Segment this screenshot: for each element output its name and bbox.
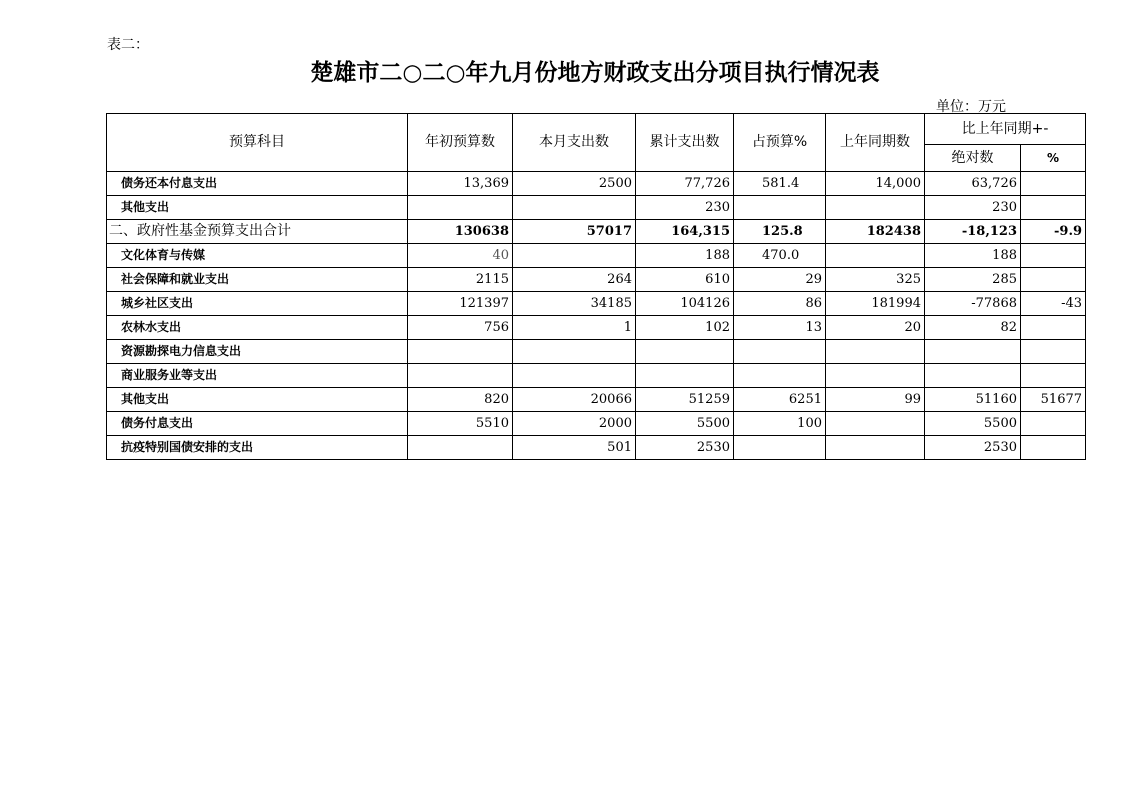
cell-last-year: 181994 (826, 292, 925, 316)
cell-last-year: 14,000 (826, 172, 925, 196)
cell-absolute: -77868 (925, 292, 1021, 316)
cell-month: 34185 (513, 292, 636, 316)
row-name: 农林水支出 (107, 316, 408, 340)
cell-cumulative: 610 (636, 268, 734, 292)
cell-pct: 470.0 (734, 244, 826, 268)
row-name: 债务还本付息支出 (107, 172, 408, 196)
row-name: 商业服务业等支出 (107, 364, 408, 388)
cell-last-year (826, 244, 925, 268)
cell-rate (1021, 340, 1086, 364)
cell-rate (1021, 196, 1086, 220)
cell-pct: 13 (734, 316, 826, 340)
table-label: 表二： (107, 37, 149, 53)
cell-cumulative: 188 (636, 244, 734, 268)
cell-last-year: 182438 (826, 220, 925, 244)
row-name: 二、政府性基金预算支出合计 (107, 220, 408, 244)
cell-absolute: 5500 (925, 412, 1021, 436)
cell-cumulative: 77,726 (636, 172, 734, 196)
header-absolute: 绝对数 (925, 145, 1021, 172)
cell-rate (1021, 244, 1086, 268)
cell-last-year: 20 (826, 316, 925, 340)
cell-budget (408, 340, 513, 364)
header-last-year: 上年同期数 (826, 114, 925, 172)
cell-pct: 86 (734, 292, 826, 316)
cell-budget (408, 196, 513, 220)
cell-month: 2000 (513, 412, 636, 436)
cell-pct: 6251 (734, 388, 826, 412)
cell-absolute: 285 (925, 268, 1021, 292)
cell-month: 20066 (513, 388, 636, 412)
header-percent: % (1021, 145, 1086, 172)
cell-absolute: 82 (925, 316, 1021, 340)
cell-budget: 13,369 (408, 172, 513, 196)
table-row (107, 340, 1086, 364)
cell-rate (1021, 436, 1086, 460)
cell-budget (408, 364, 513, 388)
cell-month (513, 364, 636, 388)
cell-budget: 756 (408, 316, 513, 340)
cell-month: 2500 (513, 172, 636, 196)
cell-pct (734, 196, 826, 220)
cell-cumulative: 2530 (636, 436, 734, 460)
cell-budget: 121397 (408, 292, 513, 316)
cell-absolute: 2530 (925, 436, 1021, 460)
cell-budget: 130638 (408, 220, 513, 244)
row-name: 其他支出 (107, 196, 408, 220)
cell-rate: -9.9 (1021, 220, 1086, 244)
table-row (107, 172, 1086, 196)
table-row-total (107, 220, 1086, 244)
header-subject: 预算科目 (107, 114, 408, 172)
cell-last-year (826, 340, 925, 364)
expenditure-table (106, 113, 1086, 460)
cell-absolute: 188 (925, 244, 1021, 268)
cell-cumulative: 164,315 (636, 220, 734, 244)
cell-pct (734, 340, 826, 364)
cell-month (513, 244, 636, 268)
header-month-spend: 本月支出数 (513, 114, 636, 172)
header-initial-budget: 年初预算数 (408, 114, 513, 172)
cell-absolute: -18,123 (925, 220, 1021, 244)
row-name: 城乡社区支出 (107, 292, 408, 316)
cell-pct: 581.4 (734, 172, 826, 196)
cell-cumulative: 230 (636, 196, 734, 220)
cell-rate (1021, 412, 1086, 436)
cell-last-year: 325 (826, 268, 925, 292)
cell-rate: -43 (1021, 292, 1086, 316)
cell-month (513, 196, 636, 220)
cell-absolute: 51160 (925, 388, 1021, 412)
unit-label: 单位：万元 (936, 99, 1006, 115)
row-name: 其他支出 (107, 388, 408, 412)
cell-rate (1021, 364, 1086, 388)
table-row (107, 364, 1086, 388)
cell-absolute: 63,726 (925, 172, 1021, 196)
table-row (107, 388, 1086, 412)
cell-cumulative (636, 340, 734, 364)
header-pct-budget: 占预算% (734, 114, 826, 172)
cell-budget: 40 (408, 244, 513, 268)
cell-cumulative: 5500 (636, 412, 734, 436)
cell-budget: 820 (408, 388, 513, 412)
cell-rate (1021, 172, 1086, 196)
cell-pct (734, 436, 826, 460)
cell-last-year (826, 364, 925, 388)
cell-pct: 125.8 (734, 220, 826, 244)
cell-month: 1 (513, 316, 636, 340)
cell-pct (734, 364, 826, 388)
cell-month: 57017 (513, 220, 636, 244)
cell-budget (408, 436, 513, 460)
row-name: 资源勘探电力信息支出 (107, 340, 408, 364)
cell-month: 501 (513, 436, 636, 460)
row-name: 文化体育与传媒 (107, 244, 408, 268)
cell-month: 264 (513, 268, 636, 292)
table-row (107, 316, 1086, 340)
cell-rate (1021, 268, 1086, 292)
cell-absolute: 230 (925, 196, 1021, 220)
table-row (107, 244, 1086, 268)
table-row (107, 292, 1086, 316)
row-name: 社会保障和就业支出 (107, 268, 408, 292)
cell-last-year (826, 436, 925, 460)
table-row (107, 268, 1086, 292)
cell-cumulative: 51259 (636, 388, 734, 412)
row-name: 债务付息支出 (107, 412, 408, 436)
table-row (107, 196, 1086, 220)
cell-pct: 100 (734, 412, 826, 436)
cell-last-year (826, 412, 925, 436)
header-cumulative-spend: 累计支出数 (636, 114, 734, 172)
report-title: 楚雄市二○二○年九月份地方财政支出分项目执行情况表 (310, 60, 880, 86)
cell-pct: 29 (734, 268, 826, 292)
cell-budget: 2115 (408, 268, 513, 292)
cell-absolute (925, 364, 1021, 388)
cell-rate: 51677 (1021, 388, 1086, 412)
cell-last-year (826, 196, 925, 220)
table-row (107, 412, 1086, 436)
row-name: 抗疫特别国债安排的支出 (107, 436, 408, 460)
cell-cumulative: 102 (636, 316, 734, 340)
cell-rate (1021, 316, 1086, 340)
cell-cumulative (636, 364, 734, 388)
header-compare-group: 比上年同期+- (925, 114, 1086, 145)
table-row (107, 436, 1086, 460)
cell-budget: 5510 (408, 412, 513, 436)
cell-absolute (925, 340, 1021, 364)
cell-month (513, 340, 636, 364)
cell-cumulative: 104126 (636, 292, 734, 316)
cell-last-year: 99 (826, 388, 925, 412)
